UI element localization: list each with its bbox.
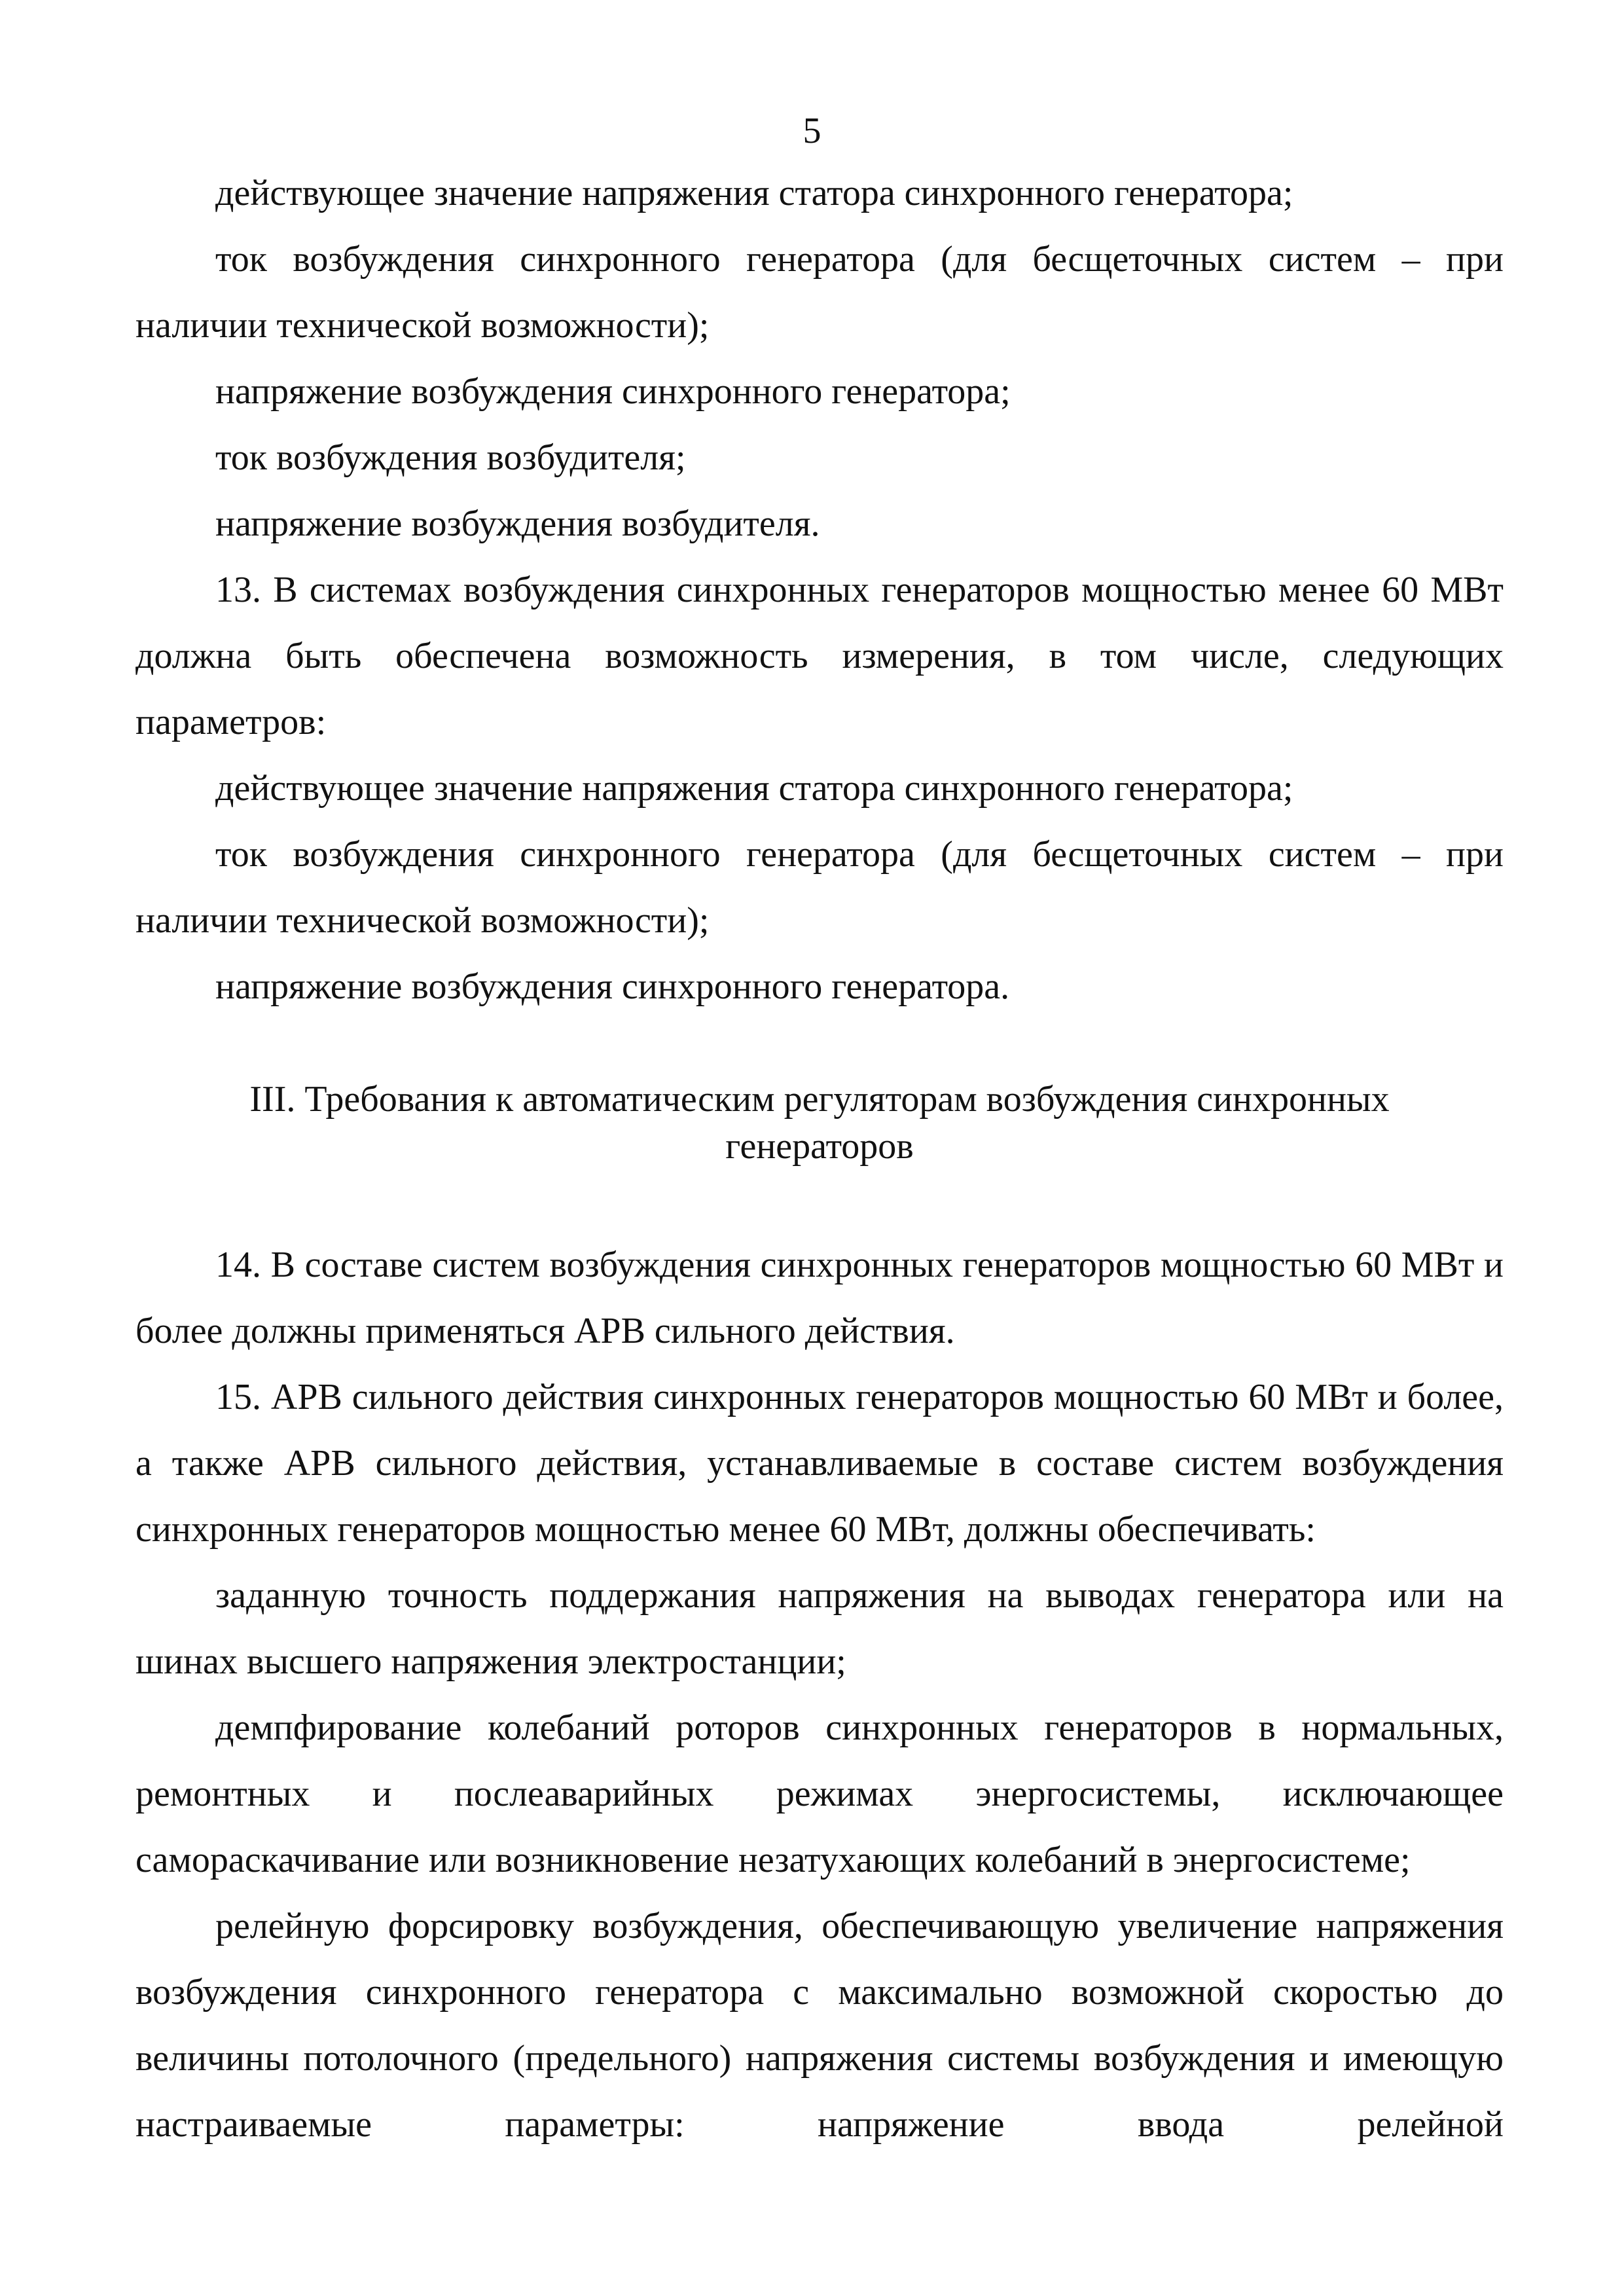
paragraph: заданную точность поддержания напряжения на выводах генератора или на шинах высшего напряжения электростанции; (135, 1575, 1504, 1682)
paragraph: ток возбуждения возбудителя; (215, 437, 686, 478)
paragraph-item-13: 13. В системах возбуждения синхронных генераторов мощностью менее 60 МВт должна быть обеспечена возможность измерения, в том числе, следующих параметров: (135, 570, 1504, 742)
paragraph-item-15: 15. АРВ сильного действия синхронных генераторов мощностью 60 МВт и более, а также АРВ сильного действия, устанавливаемые в составе систем возбуждения синхронных генераторов мощностью менее 60 МВт, должны обеспечивать: (135, 1377, 1504, 1550)
paragraph: ток возбуждения синхронного генератора (для бесщеточных систем – при наличии технической возможности); (135, 834, 1504, 941)
paragraph: демпфирование колебаний роторов синхронных генераторов в нормальных, ремонтных и послеаварийных режимах энергосистемы, исключающее самораскачивание или возникновение незатухающих колебаний в энергосистеме; (135, 1707, 1504, 1880)
paragraph: напряжение возбуждения синхронного генератора. (215, 966, 1010, 1007)
section-heading: III. Требования к автоматическим регуляторам возбуждения синхронных генераторов (249, 1079, 1390, 1167)
document-body (135, 160, 1504, 2158)
page-number: 5 (803, 111, 821, 151)
paragraph: действующее значение напряжения статора синхронного генератора; (215, 768, 1293, 809)
paragraph: ток возбуждения синхронного генератора (для бесщеточных систем – при наличии технической возможности); (135, 239, 1504, 346)
paragraph: напряжение возбуждения синхронного генератора; (215, 371, 1011, 412)
paragraph: действующее значение напряжения статора синхронного генератора; (215, 173, 1293, 213)
paragraph-item-14: 14. В составе систем возбуждения синхронных генераторов мощностью 60 МВт и более должны применяться АРВ сильного действия. (135, 1245, 1504, 1351)
paragraph: напряжение возбуждения возбудителя. (215, 503, 820, 544)
paragraph: релейную форсировку возбуждения, обеспечивающую увеличение напряжения возбуждения синхронного генератора с максимально возможной скоростью до величины потолочного (предельного) напряжения системы возбуждения и имеющую настраиваемые параметры: напряжение ввода релейной (135, 1906, 1504, 2145)
